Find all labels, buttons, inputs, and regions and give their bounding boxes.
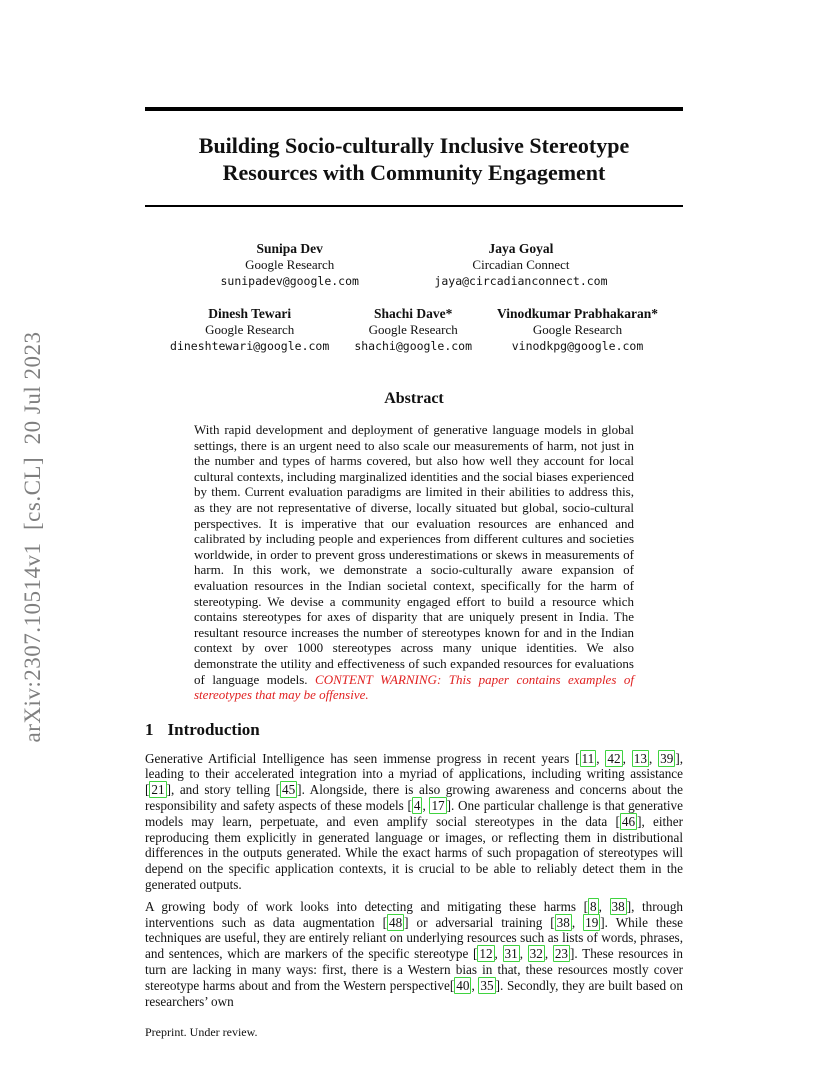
- citation-link[interactable]: 4: [413, 798, 421, 814]
- author-email: sunipadev@google.com: [220, 274, 359, 288]
- citation-link[interactable]: 38: [556, 914, 570, 930]
- citation-link[interactable]: 17: [431, 798, 445, 814]
- paper-title-line-1: Building Socio-culturally Inclusive Stereotype: [198, 133, 630, 158]
- citation-link[interactable]: 19: [585, 914, 599, 930]
- author-name: Sunipa Dev: [256, 241, 323, 256]
- abstract-text: [194, 422, 634, 703]
- citation-link[interactable]: 31: [504, 946, 518, 962]
- author-name: Jaya Goyal: [488, 241, 554, 256]
- paper-title: [145, 132, 683, 186]
- citation-link[interactable]: 21: [151, 782, 165, 798]
- author-block: [170, 306, 329, 354]
- author-name: Vinodkumar Prabhakaran*: [497, 306, 658, 321]
- author-block: [220, 241, 358, 289]
- author-email: vinodkpg@google.com: [511, 339, 644, 353]
- author-block: [434, 241, 607, 289]
- paper-title-line-2: Resources with Community Engagement: [222, 160, 606, 185]
- section-number: 1: [145, 719, 154, 739]
- abstract-body: With rapid development and deployment of generative language models in global settings, there is an urgent need to also scale our measurements of harm, not just in the number and types of harms covered, but also how well they account for local cultural contexts, including marginalized identities and the social biases experienced by them. Current evaluation paradigms are limited in their abilities to address this, as they are not representative of diverse, locally situated but global, socio-cultural perspectives. It is imperative that our evaluation resources are enhanced and calibrated by including people and experiences from different cultures and societies worldwide, in order to prevent gross underestimations or skews in measurements of harm. In this work, we demonstrate a socio-culturally aware expansion of evaluation resources in the Indian societal context, specifically for the harm of stereotyping. We devise a community engaged effort to build a resource which contains stereotypes for axes of disparity that are uniquely present in India. The resultant resource increases the number of stereotypes known for and in the Indian context by over 1000 stereotypes across many unique identities. We also demonstrate the utility and effectiveness of such expanded resources for evaluations of language models.: [194, 422, 634, 687]
- author-affiliation: Google Research: [532, 322, 623, 337]
- authors-row-2: [145, 306, 683, 354]
- citation-link[interactable]: 39: [660, 750, 674, 766]
- author-affiliation: Google Research: [205, 322, 295, 337]
- citation-link[interactable]: 48: [388, 914, 403, 930]
- content-warning: CONTENT WARNING: This paper contains examples of stereotypes that may be offensive.: [194, 671, 634, 703]
- citation-link[interactable]: 32: [529, 946, 543, 962]
- citation-link[interactable]: 13: [633, 750, 647, 766]
- intro-paragraph-2: A growing body of work looks into detecting and mitigating these harms [ 8 , 38 ], through interventions such as data augmentation [ 48 ] or adversarial training [ 38 , 19 ]. While these techniques are useful, they are entirely reliant on underlying resources such as lists of words, phrases, and sentences, which are markers of the specific stereotype [ 12 , 31 , 32 , 23 ]. These resources in turn are lacking in many ways: first, there is a Western bias in that, these resources mostly cover stereotype harms about and from the Western perspective[ 40 , 35 ]. Secondly, they are built based on researchers’ own: [145, 898, 684, 1009]
- authors-row-1: [145, 241, 683, 289]
- author-affiliation: Circadian Connect: [472, 257, 570, 272]
- citation-link[interactable]: 11: [581, 750, 595, 766]
- intro-paragraph-1: Generative Artificial Intelligence has seen immense progress in recent years [ 11 , 42 , 13 , 39 ], leading to their accelerated integration into a myriad of applications, including writing assistance [ 21 ], and story telling [ 45 ]. Alongside, there is also growing awareness and concerns about the responsibility and safety aspects of these models [ 4 , 17 ]. One particular challenge is that generative models may learn, perpetuate, and even amplify social stereotypes in the data [ 46 ], either reproducing them explicitly in generated language or images, or reflecting them in distributional differences in the outputs generated. While the exact harms of such propagation of stereotypes will depend on the specific application contexts, it is crucial to be able to reliably detect them in the generated outputs.: [145, 750, 684, 893]
- citation-link[interactable]: 8: [589, 898, 597, 914]
- citation-link[interactable]: 42: [607, 750, 621, 766]
- author-affiliation: Google Research: [245, 257, 335, 272]
- citation-link[interactable]: 40: [456, 977, 470, 993]
- citation-link[interactable]: 38: [611, 898, 625, 914]
- author-name: Shachi Dave*: [373, 306, 453, 321]
- section-title: Introduction: [167, 719, 260, 739]
- citation-link[interactable]: 46: [621, 813, 636, 829]
- footer-note: Preprint. Under review.: [145, 1025, 258, 1040]
- author-email: shachi@google.com: [354, 339, 473, 353]
- author-block: [354, 306, 472, 354]
- arxiv-sidebar-watermark: arXiv:2307.10514v1 [cs.CL] 20 Jul 2023: [20, 331, 45, 743]
- title-rule-top: [145, 107, 683, 111]
- title-rule-bottom: [145, 205, 683, 207]
- author-name: Dinesh Tewari: [208, 306, 292, 321]
- author-block: [497, 306, 658, 354]
- citation-link[interactable]: 35: [480, 977, 494, 993]
- citation-link[interactable]: 45: [281, 782, 296, 798]
- abstract-heading: Abstract: [384, 390, 444, 407]
- paper-content: [145, 0, 683, 1040]
- author-email: jaya@circadianconnect.com: [434, 274, 608, 288]
- author-email: dineshtewari@google.com: [170, 339, 330, 353]
- citation-link[interactable]: 23: [554, 946, 569, 962]
- citation-link[interactable]: 12: [479, 946, 493, 962]
- author-affiliation: Google Research: [368, 322, 458, 337]
- section-heading-introduction: [145, 720, 683, 740]
